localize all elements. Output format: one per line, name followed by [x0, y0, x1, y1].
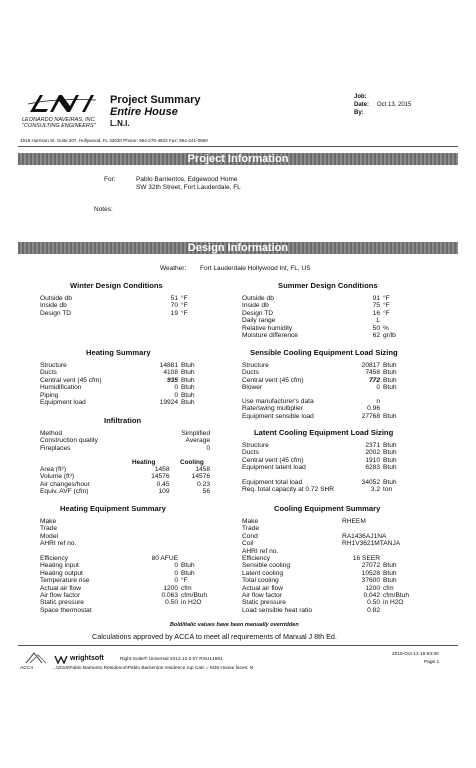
client-line: Pablo Barrientos, Edgewood Home [136, 176, 238, 183]
row-value-cooling: 0.23 [197, 480, 210, 488]
row-label: Central vent (45 cfm) [242, 376, 304, 384]
row-label: Efficiency [40, 555, 69, 562]
wrightsoft-logo-icon [54, 654, 68, 664]
cooling-equipment-table-2 [242, 555, 416, 614]
row-value: 19 [170, 309, 178, 317]
row-unit: in H2O [383, 599, 404, 607]
latent-cooling-title: Latent Cooling Equipment Load Sizing [254, 428, 394, 437]
weather-value: Fort Lauderdale Hollywood Int, FL, US [200, 265, 311, 272]
row-label: Equipment sensible load [242, 412, 314, 420]
table-row [40, 525, 218, 532]
table-row [40, 481, 210, 488]
row-unit: Btuh [383, 412, 397, 420]
infiltration-heating-header: Heating [132, 459, 156, 466]
table-row [242, 577, 416, 584]
latent-cooling-table-2 [242, 479, 416, 494]
row-label: Structure [242, 362, 269, 369]
row-value: 3.2 [370, 486, 380, 494]
table-row [40, 362, 218, 369]
row-label: Construction quality [40, 437, 98, 445]
acca-note: Calculations approved by ACCA to meet all requirements of Manual J 8th Ed. [92, 632, 337, 641]
row-label: Heating output [40, 569, 83, 577]
band-title: Design Information [187, 242, 289, 254]
row-label: Blower [242, 384, 263, 392]
row-value: 0 [174, 577, 178, 585]
row-unit: Btuh [383, 464, 397, 472]
logo-caption-line: "CONSULTING ENGINEERS" [22, 123, 96, 129]
table-row [40, 585, 218, 592]
row-value: 0.50 [165, 599, 178, 607]
row-value [140, 540, 218, 547]
table-row [242, 607, 416, 614]
row-label: Heating input [40, 562, 79, 570]
row-unit: °F [181, 295, 188, 302]
row-label: Relative humidity [242, 324, 293, 332]
row-label: Make [242, 518, 259, 525]
table-row [40, 555, 218, 562]
row-label: Req. total capacity at 0.72 SHR [242, 486, 334, 494]
row-label: Static pressure [242, 599, 286, 607]
row-value: 16 SEER [352, 555, 380, 562]
row-value: Simplified [181, 430, 210, 437]
row-value: 0.82 [367, 606, 380, 614]
row-value: 20817 [361, 362, 380, 369]
row-value: 91 [372, 295, 380, 302]
table-row [242, 413, 416, 420]
table-row [40, 488, 210, 495]
table-row [242, 555, 416, 562]
row-value: 0 [174, 569, 178, 577]
company-address: 1918 Harrison St. Suite 207, Hollywood, FL 33020 Phone: 954-270-4822 Fax: 954-241-0850 [20, 138, 208, 143]
row-unit: ton [383, 486, 393, 494]
row-label: Daily range [242, 317, 276, 325]
row-unit [178, 607, 218, 614]
infiltration-values-table [40, 466, 210, 496]
row-value: 27072 [361, 562, 380, 570]
row-value: 0 [174, 391, 178, 399]
override-note: Bold/italic values have been manually overridden [170, 622, 299, 628]
table-row [40, 399, 218, 406]
row-value: 2002 [365, 449, 380, 457]
row-value: 0 [206, 444, 210, 452]
project-information-band [18, 153, 458, 165]
row-value: 4108 [163, 369, 178, 377]
sensible-cooling-table [242, 362, 416, 392]
table-row [242, 457, 416, 464]
row-unit: Btuh [383, 376, 397, 384]
row-label: Moisture difference [242, 332, 298, 340]
table-row [40, 369, 218, 376]
row-unit: Btuh [181, 362, 195, 369]
cooling-equipment-table [242, 518, 416, 555]
row-label: Central vent (45 cfm) [242, 456, 304, 464]
row-value [140, 525, 218, 532]
row-label: Model [40, 532, 58, 540]
row-unit: in H2O [181, 599, 202, 607]
row-unit [380, 555, 416, 562]
footer-divider [18, 645, 458, 646]
row-unit [380, 405, 416, 412]
row-value: L [376, 317, 380, 325]
row-unit: Btuh [383, 562, 397, 570]
row-label: Static pressure [40, 599, 84, 607]
winter-design-title: Winter Design Conditions [70, 281, 163, 290]
row-label: Space thermostat [40, 606, 92, 614]
table-row [40, 302, 208, 309]
row-value: 1458 [154, 466, 170, 473]
row-value: 0 [174, 384, 178, 392]
job-label: Job: [354, 94, 367, 100]
company-name: L.N.I. [110, 119, 130, 128]
heating-equipment-table-2 [40, 555, 218, 614]
band-title: Project Information [187, 153, 289, 165]
row-unit: % [383, 324, 389, 332]
row-value-cooling: 1458 [195, 466, 210, 473]
row-value: n [376, 398, 380, 405]
row-value: 0.063 [161, 592, 178, 600]
client-line: SW 32th Street, Fort Lauderdale, FL [136, 184, 241, 191]
table-row [242, 362, 416, 369]
row-value: 0 [376, 384, 380, 392]
page-number: Page 1 [424, 660, 440, 665]
logo-caption-line: LEONARDO NAVEIRAS, INC. [22, 117, 96, 123]
row-value: RH1V3621MTANJA [342, 540, 401, 548]
row-unit: °F [383, 302, 390, 310]
row-value: 1200 [163, 584, 178, 592]
row-unit: gr/lb [383, 332, 396, 340]
table-row [242, 533, 416, 540]
row-value: 1200 [365, 584, 380, 592]
row-unit: Btuh [181, 562, 195, 570]
row-label: Trade [242, 525, 259, 533]
row-value: 14881 [159, 362, 178, 369]
row-label: Fireplaces [40, 444, 71, 452]
row-unit: Btuh [181, 376, 195, 384]
row-unit: Btuh [383, 449, 397, 457]
sensible-cooling-table-2 [242, 398, 416, 420]
winter-design-table [40, 295, 208, 317]
row-value: RHEEM [342, 518, 366, 525]
acca-logo-text: ACCA [20, 666, 34, 671]
row-label: Sensible cooling [242, 562, 291, 570]
row-value: 70 [170, 302, 178, 310]
row-unit: °F [383, 295, 390, 302]
table-row [242, 310, 416, 317]
table-row [40, 377, 218, 384]
row-unit: Btuh [181, 369, 195, 377]
row-label: Central vent (45 cfm) [40, 376, 102, 384]
row-label: Equipment load [40, 399, 86, 407]
table-row [242, 302, 416, 309]
row-label: Inside db [242, 302, 269, 310]
row-unit: cfm/Btuh [181, 592, 208, 600]
row-value: 75 [372, 302, 380, 310]
row-unit: cfm [383, 584, 394, 592]
row-label: Use manufacturer's data [242, 398, 314, 405]
by-label: By: [354, 110, 364, 116]
table-row [242, 486, 416, 493]
row-value-cooling: 56 [202, 488, 210, 496]
summer-design-title: Summer Design Conditions [278, 281, 378, 290]
date-label: Date: [354, 102, 370, 108]
table-row [40, 310, 208, 317]
row-label: Air flow factor [242, 592, 282, 600]
table-row [40, 473, 210, 480]
row-value [342, 548, 416, 555]
table-row [242, 540, 416, 547]
table-row [242, 442, 416, 449]
row-unit: Btuh [181, 384, 195, 392]
row-unit: Btuh [383, 456, 397, 464]
row-label: Method [40, 430, 62, 437]
row-value: 51 [170, 295, 178, 302]
heating-equipment-title: Heating Equipment Summary [60, 504, 166, 513]
table-row [242, 599, 416, 606]
table-row [242, 384, 416, 391]
table-row [242, 585, 416, 592]
table-row [40, 445, 210, 452]
notes-label: Notes: [94, 206, 113, 213]
row-label: Design TD [40, 309, 72, 317]
table-row [40, 518, 218, 525]
infiltration-cooling-header: Cooling [180, 459, 204, 466]
table-row [242, 377, 416, 384]
table-row [40, 430, 210, 437]
table-row [242, 332, 416, 339]
sensible-cooling-title: Sensible Cooling Equipment Load Sizing [250, 348, 398, 357]
row-label: Ducts [242, 369, 259, 377]
row-unit: Btuh [181, 391, 195, 399]
row-label: Humidification [40, 384, 82, 392]
row-label: Efficiency [242, 555, 271, 562]
header-divider [18, 146, 458, 147]
row-unit: Btuh [383, 479, 397, 486]
table-row [242, 548, 416, 555]
row-unit [178, 555, 218, 562]
table-row [242, 570, 416, 577]
table-row [242, 562, 416, 569]
print-timestamp: 2015-Oct-13 19:53:30 [392, 652, 439, 657]
row-value: 0.45 [156, 480, 170, 488]
row-value: 0.50 [367, 599, 380, 607]
table-row [242, 592, 416, 599]
table-row [242, 405, 416, 412]
row-value: 772 [368, 376, 380, 384]
cooling-equipment-title: Cooling Equipment Summary [274, 504, 381, 513]
row-unit: Btuh [383, 362, 397, 369]
row-label: Piping [40, 391, 59, 399]
page-title: Project Summary [110, 94, 201, 106]
row-label: Ducts [242, 449, 259, 457]
row-unit: Btuh [383, 577, 397, 585]
row-value: 16 [372, 309, 380, 317]
infiltration-table [40, 430, 210, 452]
row-unit [380, 398, 416, 405]
row-unit: °F [181, 302, 188, 310]
for-label: For: [104, 176, 116, 183]
table-row [242, 369, 416, 376]
row-value: 2371 [365, 442, 380, 449]
table-row [242, 464, 416, 471]
row-value: Average [185, 437, 210, 445]
row-unit: Btuh [383, 442, 397, 449]
row-unit: cfm/Btuh [383, 592, 410, 600]
row-value: 50 [372, 324, 380, 332]
row-value-cooling: 14576 [191, 473, 210, 481]
infiltration-title: Infiltration [104, 416, 142, 425]
row-label: Outside db [242, 295, 274, 302]
latent-cooling-table [242, 442, 416, 472]
table-row [242, 518, 416, 525]
table-row [40, 384, 218, 391]
acca-logo-icon [24, 652, 48, 664]
row-value [140, 607, 178, 614]
row-label: Cond [242, 532, 258, 540]
row-label: Area (ft²) [40, 466, 67, 473]
table-row [40, 533, 218, 540]
heating-equipment-table [40, 518, 218, 548]
row-label: AHRI ref no. [40, 540, 77, 548]
row-unit: Btuh [383, 384, 397, 392]
client-info [136, 176, 241, 192]
row-label: Total cooling [242, 577, 279, 585]
row-value: 80 AFUE [151, 555, 178, 562]
row-value [342, 525, 416, 532]
row-label: Trade [40, 525, 57, 533]
row-unit: °F [181, 577, 188, 585]
table-row [40, 592, 218, 599]
row-value [140, 533, 218, 540]
row-label: Make [40, 518, 57, 525]
row-value: 109 [158, 488, 170, 496]
table-row [40, 437, 210, 444]
wrightsoft-brand: wrightsoft [70, 655, 104, 662]
row-label: Latent cooling [242, 569, 284, 577]
file-path: ...\2015\Pablo Barriento Residence\Pablo Barrientos residence.rup Calc = MJ8 House faces: N [52, 666, 254, 671]
row-value: 37600 [361, 577, 380, 585]
row-label: Structure [40, 362, 67, 369]
row-unit [380, 317, 416, 324]
row-label: Equiv. AVF (cfm) [40, 488, 89, 496]
row-label: AHRI ref no. [242, 547, 279, 555]
row-unit: °F [181, 309, 188, 317]
table-row [242, 398, 416, 405]
row-unit: Btuh [181, 569, 195, 577]
design-information-band [18, 242, 458, 254]
row-value: 34052 [361, 479, 380, 486]
table-row [40, 570, 218, 577]
row-unit: cfm [181, 584, 192, 592]
row-label: Air changes/hour [40, 480, 90, 488]
row-unit: Btuh [181, 399, 195, 407]
date-value: Oct 13, 2015 [377, 102, 412, 108]
table-row [40, 540, 218, 547]
row-label: Temperature rise [40, 577, 90, 585]
row-label: Equipment total load [242, 479, 303, 486]
table-row [40, 392, 218, 399]
row-value: 0.96 [367, 405, 380, 413]
row-value: 0.042 [363, 592, 380, 600]
row-label: Air flow factor [40, 592, 80, 600]
row-unit [380, 607, 416, 614]
heating-summary-title: Heating Summary [86, 348, 151, 357]
row-label: Structure [242, 442, 269, 449]
row-value: 10528 [361, 569, 380, 577]
row-value: 0 [174, 562, 178, 570]
table-row [242, 325, 416, 332]
row-label: Inside db [40, 302, 67, 310]
table-row [242, 317, 416, 324]
row-label: Rate/swing multiplier [242, 405, 303, 413]
row-label: Equipment latent load [242, 464, 306, 472]
row-label: Outside db [40, 295, 72, 302]
row-value: 27768 [361, 412, 380, 420]
table-row [40, 607, 218, 614]
row-value: 6283 [365, 464, 380, 472]
table-row [40, 466, 210, 473]
table-row [40, 577, 218, 584]
table-row [40, 562, 218, 569]
row-label: Coil [242, 540, 254, 548]
row-value: 935 [166, 376, 178, 384]
row-value: 19924 [159, 399, 178, 407]
heating-summary-table [40, 362, 218, 406]
row-label: Actual air flow [40, 584, 82, 592]
page-subtitle: Entire House [110, 106, 178, 118]
row-value: 62 [372, 332, 380, 340]
row-label: Volume (ft³) [40, 473, 75, 481]
row-value: RA1436AJ1NA [342, 532, 387, 540]
row-value: 1910 [365, 456, 380, 464]
row-label: Load sensible heat ratio [242, 606, 313, 614]
row-label: Actual air flow [242, 584, 284, 592]
lni-logo [26, 92, 98, 114]
table-row [242, 525, 416, 532]
row-unit: °F [383, 309, 390, 317]
job-info [354, 93, 411, 117]
row-value [140, 518, 218, 525]
table-row [242, 479, 416, 486]
row-value: 7458 [365, 369, 380, 377]
summer-design-table [242, 295, 416, 339]
row-unit: Btuh [383, 369, 397, 377]
software-version: Right-Suite® Universal 2012 12.0.07 RSU14591 [120, 657, 223, 662]
table-row [40, 599, 218, 606]
row-label: Ducts [40, 369, 57, 377]
row-unit: Btuh [383, 569, 397, 577]
weather-label: Weather: [160, 265, 187, 272]
table-row [242, 449, 416, 456]
row-label: Design TD [242, 309, 274, 317]
row-value: 14576 [151, 473, 170, 481]
logo-caption [22, 117, 102, 129]
